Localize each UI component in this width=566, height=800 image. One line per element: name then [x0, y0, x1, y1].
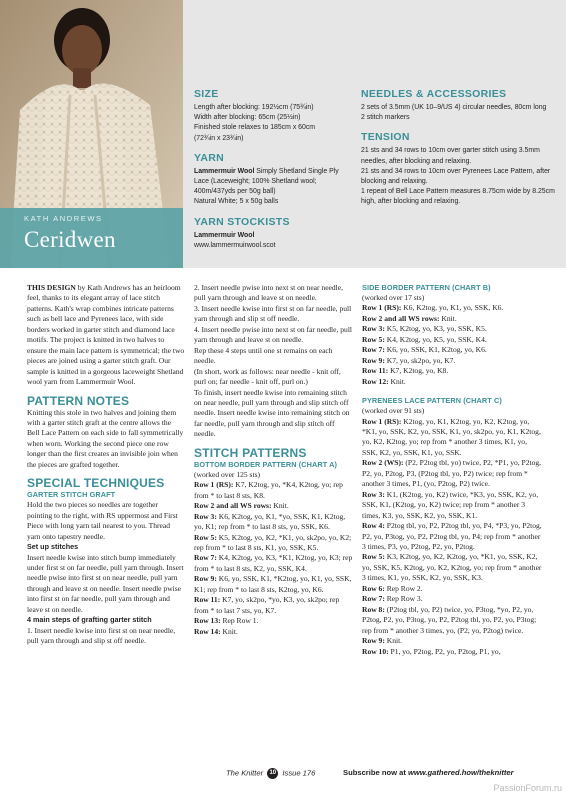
- stockists-section: [194, 216, 354, 251]
- pattern-row: Row 11: K7, yo, sk2po, *yo, K3, yo, sk2po; rep from * to last 7 sts, yo, K7.: [194, 595, 340, 615]
- chart-a-stitch-count: (worked over 125 sts): [194, 469, 261, 479]
- site-watermark: PassionForum.ru: [493, 783, 562, 793]
- size-heading: SIZE: [194, 88, 219, 100]
- graft-step: 4. Insert needle pwise into next st on far needle, pull yarn through and leave st on needle.: [194, 324, 353, 345]
- chart-c-stitch-count: (worked over 91 sts): [362, 406, 425, 416]
- chart-c-heading: PYRENEES LACE PATTERN (CHART C): [362, 396, 502, 406]
- pattern-row: Row 4: P2tog tbl, yo, P2, P2tog tbl, yo, P4, *P3, yo, P2tog, P2, yo, P3tog, yo, P2, P2tog tbl, yo, P4; rep from * another 3 times, P3, yo, P2tog, P2, yo, P2tog.: [362, 521, 542, 551]
- graft-step: 1. Insert needle kwise into first st on near needle, pull yarn through and slip st off needle.: [27, 625, 176, 646]
- pattern-row: Row 1 (RS): K7, K2tog, yo, *K4, K2tog, yo; rep from * to last 8 sts, K8.: [194, 480, 343, 500]
- pattern-row: Row 8: (P2tog tbl, yo, P2) twice, yo, P3tog, *yo, P2, yo, P2tog, P2, yo, P3tog, yo, P2, P2tog tbl, yo, P2, yo, P3tog; rep from * another 3 times, yo, (P2, yo, P2tog) twice.: [362, 604, 537, 635]
- pattern-row: Row 12: Knit.: [362, 376, 406, 386]
- size-section: [194, 88, 354, 144]
- tension-section: [361, 131, 561, 207]
- pattern-row: Row 9: K6, yo, SSK, K1, *K2tog, yo, K1, yo, SSK, K1; rep from * to last 8 sts, K2tog, yo, K6.: [194, 574, 352, 594]
- body-column-2: [194, 283, 354, 637]
- tension-heading: TENSION: [361, 131, 410, 144]
- pattern-row: Row 9: K7, yo, sk2po, yo, K7.: [362, 355, 456, 365]
- pattern-row: Row 6: Rep Row 2.: [362, 583, 423, 593]
- page-number: 10: [267, 768, 278, 779]
- special-techniques-heading: SPECIAL TECHNIQUES: [27, 476, 165, 491]
- graft-text: Hold the two pieces so needles are together pointing to the right, with RS uppermost and First Piece with long yarn tail nearest to you. Thread yarn onto tapestry needle.: [27, 500, 178, 541]
- pattern-row: Row 5: K5, K2tog, yo, K2, *K1, yo, sk2po, yo, K2; rep from * to last 8 sts, K1, yo, SSK, K5.: [194, 532, 352, 552]
- info-left-column: [194, 88, 354, 259]
- yarn-quantity: Natural White; 5 x 50g balls: [194, 198, 279, 206]
- stockist-name: Lammermuir Wool: [194, 231, 255, 239]
- graft-shortened: (In short, work as follows: near needle - knit off, purl on; far needle - knit off, purl on.): [194, 366, 341, 387]
- setup-heading: Set up stitches: [27, 542, 79, 552]
- yarn-brand: Lammermuir Wool: [194, 167, 255, 175]
- info-right-column: [361, 88, 561, 216]
- pattern-row: Row 2 and all WS rows: Knit.: [194, 501, 289, 511]
- needles-heading: NEEDLES & ACCESSORIES: [361, 88, 507, 100]
- pattern-row: Row 3: K6, K2tog, yo, K1, *yo, SSK, K1, K2tog, yo, K1; rep from * to last 8 sts, yo, SSK, K6.: [194, 511, 346, 532]
- pattern-row: Row 5: K4, K2tog, yo, K5, yo, SSK, K4.: [362, 334, 487, 344]
- footer-magazine: [226, 768, 315, 779]
- markers-text: 2 stitch markers: [361, 114, 410, 122]
- pattern-row: Row 7: K4, K2tog, yo, K3, *K1, K2tog, yo, K3; rep from * to last 8 sts, K2, yo, SSK, K4.: [194, 553, 353, 573]
- yarn-heading: YARN: [194, 151, 224, 164]
- pattern-row: Row 9: Knit.: [362, 636, 403, 646]
- info-panel: [183, 0, 566, 268]
- pattern-row: Row 7: K6, yo, SSK, K1, K2tog, yo, K6.: [362, 345, 487, 355]
- graft-step: 3. Insert needle kwise into first st on far needle, pull yarn through and slip st off needle.: [194, 303, 352, 324]
- steps-heading: 4 main steps of grafting garter stitch: [27, 615, 152, 625]
- tension-text: 21 sts and 34 rows to 10cm over garter stitch using 3.5mm needles, after blocking and relaxing.: [361, 147, 540, 165]
- tension-text: 1 repeat of Bell Lace Pattern measures 8.75cm wide by 8.25cm high, after blocking and relaxing.: [361, 188, 555, 206]
- pattern-row: Row 10: P1, yo, P2tog, P2, yo, P2tog, P1, yo,: [362, 646, 501, 656]
- yarn-description: Lammermuir Wool Simply Shetland Single Ply Lace (Laceweight; 100% Shetland wool; 400m/437yds per 50g ball): [194, 167, 339, 196]
- pattern-row: Row 14: Knit.: [194, 626, 238, 636]
- pattern-title: Ceridwen: [24, 227, 116, 252]
- chart-c-rows: [362, 417, 542, 657]
- graft-repeat: Rep these 4 steps until one st remains on each needle.: [194, 345, 333, 366]
- issue-number: Issue 176: [282, 768, 316, 778]
- magazine-name: The Knitter: [226, 768, 264, 778]
- yarn-section: [194, 152, 354, 208]
- chart-b-stitch-count: (worked over 17 sts): [362, 293, 425, 302]
- pattern-row: Row 1 (RS): K2tog, yo, K1, K2tog, yo, K2, K2tog, yo, *K1, yo, SSK, K2, yo, SSK, K1, yo, sk2po, yo, K1, K2tog, yo, K2, K2tog, yo; rep from * another 3 times, K1, yo, SSK, K2, yo, SSK, K1, yo, SSK.: [362, 416, 541, 457]
- page-footer: [0, 766, 566, 782]
- intro-paragraph: THIS DESIGN by Kath Andrews has an heirloom feel, thanks to its elegant array of lace stitch patterns. Kath's wrap combines intricate patterns such as bell lace and Pyrenees lace, with side borders worked in garter stitch and diamond lace motifs. The project is knitted in two halves to ensure the main lace pattern is symmetrical; the two pieces are joined using a garter stitch graft. Our sample is knitted in a gorgeous laceweight Shetland wool yarn from Lammermuir Wool.: [27, 283, 185, 387]
- pattern-row: Row 3: K5, K2tog, yo, K3, yo, SSK, K5.: [362, 324, 487, 334]
- stockist-url[interactable]: www.lammermuirwool.scot: [194, 241, 276, 249]
- footer-subscribe: Subscribe now at www.gathered.how/theknitter: [343, 768, 514, 777]
- pattern-row: Row 2 and all WS rows: Knit.: [362, 313, 457, 323]
- graft-finish: To finish, insert needle kwise into remaining stitch on near needle, pull yarn through and slip stitch off needle. Insert needle kwise into remaining stitch on far needle, pull yarn through and slip stitch off needle.: [194, 387, 350, 439]
- body-column-1: [27, 283, 185, 647]
- pattern-row: Row 11: K7, K2tog, yo, K8.: [362, 366, 449, 376]
- stitch-patterns-heading: STITCH PATTERNS: [194, 445, 307, 460]
- chart-a-heading: BOTTOM BORDER PATTERN (CHART A): [194, 459, 338, 469]
- pattern-row: Row 7: Rep Row 3.: [362, 594, 423, 604]
- graft-step: 2. Insert needle pwise into next st on near needle, pull yarn through and leave st on needle.: [194, 283, 344, 303]
- pattern-notes-heading: PATTERN NOTES: [27, 393, 130, 408]
- pattern-row: Row 3: K1, (K2tog, yo, K2) twice, *K3, yo, SSK, K2, yo, SSK, K1, (K2tog, yo, K2) twice; rep from * another 3 times, K3, yo, SSK, K2, yo, SSK, K1.: [362, 489, 539, 520]
- designer-byline: KATH ANDREWS: [24, 214, 103, 223]
- subscribe-link[interactable]: www.gathered.how/theknitter: [407, 768, 514, 777]
- size-line: (72¾in x 23¾in): [194, 134, 244, 142]
- needles-section: [361, 88, 561, 123]
- chart-a-rows: [194, 480, 354, 637]
- body-column-3: [362, 283, 542, 657]
- pattern-row: Row 5: K3, K2tog, yo, K2, K2tog, yo, *K1, yo, SSK, K2, yo, SSK, K5, K2tog, yo, K2, K2tog, yo; rep from * another 3 times, K1, yo, SSK, K2, yo, SSK, K3.: [362, 552, 542, 583]
- pattern-notes-text: Knitting this stole in two halves and joining them with a garter stitch graft at the centre allows the Bell Lace Pattern on each side to fall symmetrically when worn. Working the second piece one row longer than the first creates an invisible join when the pieces are grafted together.: [27, 407, 184, 469]
- setup-text: Insert needle kwise into stitch bump immediately under first st on far needle, pull yarn through. Insert needle pwise into first st on near needle, pull yarn through and leave st on needle. Insert needle pwise into first st on far needle, pull yarn through and leave st on needle.: [27, 552, 184, 614]
- size-line: Width after blocking: 65cm (25½in): [194, 114, 301, 122]
- tension-text: 21 sts and 34 rows to 10cm over Pyrenees Lace Pattern, after blocking and relaxing.: [361, 167, 551, 186]
- chart-b-heading: SIDE BORDER PATTERN (CHART B): [362, 283, 491, 292]
- size-line: Finished stole relaxes to 185cm x 60cm: [194, 124, 316, 132]
- needles-text: 2 sets of 3.5mm (UK 10–9/US 4) circular needles, 80cm long: [361, 104, 547, 111]
- size-line: Length after blocking: 192½cm (75¾in): [194, 104, 314, 111]
- pattern-row: Row 1 (RS): K6, K2tog, yo, K1, yo, SSK, K6.: [362, 303, 504, 313]
- pattern-row: Row 2 (WS): (P2, P2tog tbl, yo) twice, P2, *P1, yo, P2tog, P2, yo, P2tog, P3, (P2tog tbl, yo, P2) twice; rep from * another 3 times, P1, (yo, P2tog, P2) twice.: [362, 458, 542, 489]
- stockists-heading: YARN STOCKISTS: [194, 215, 290, 228]
- graft-heading: GARTER STITCH GRAFT: [27, 490, 116, 500]
- chart-b-rows: [362, 303, 542, 387]
- pattern-row: Row 13: Rep Row 1.: [194, 616, 259, 626]
